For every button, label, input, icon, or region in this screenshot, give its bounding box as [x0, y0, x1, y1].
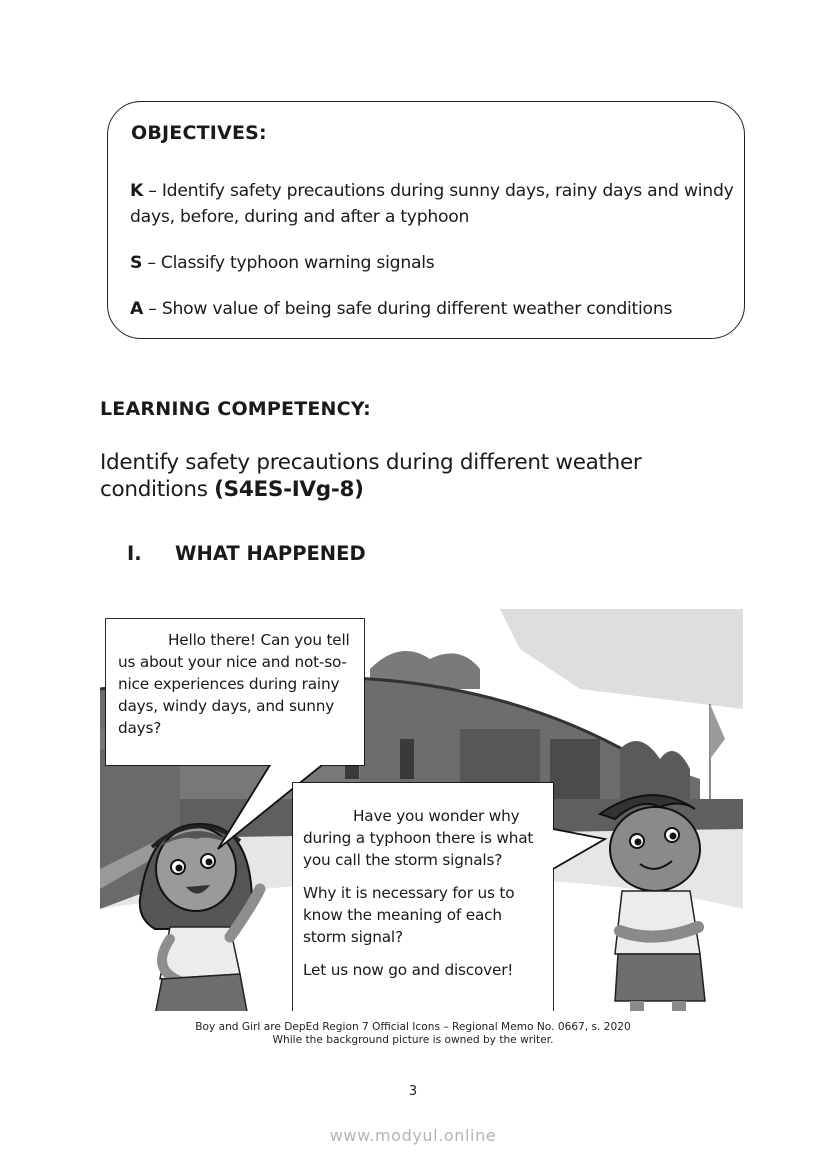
girl-speech-text: [118, 629, 354, 739]
competency-code: (S4ES-IVg-8): [214, 477, 364, 502]
illustration: [100, 609, 743, 1011]
objective-attitude: [130, 296, 735, 322]
objective-text: – Classify typhoon warning signals: [142, 253, 435, 273]
section-number: I.: [127, 542, 142, 565]
watermark: www.modyul.online: [329, 1126, 497, 1145]
objective-skill: [130, 250, 735, 276]
image-credit: Boy and Girl are DepEd Region 7 Official Icons – Regional Memo No. 0667, s. 2020: [195, 1021, 631, 1033]
learning-competency-text: [100, 449, 700, 503]
boy-speech-content: Have you wonder why during a typhoon there is what you call the storm signals?: [303, 807, 534, 869]
competency-description: Identify safety precautions during different weather conditions: [100, 450, 642, 502]
section-title: WHAT HAPPENED: [175, 542, 366, 565]
objective-text: – Identify safety precautions during sunny days, rainy days and windy days, before, during and after a typhoon: [130, 181, 734, 227]
girl-speech-content: Hello there! Can you tell us about your nice and not-so-nice experiences during rainy days, windy days, and sunny days?: [118, 631, 350, 737]
objective-key: A: [130, 299, 144, 319]
image-credit: While the background picture is owned by the writer.: [272, 1034, 554, 1046]
boy-speech-line: Let us now go and discover!: [303, 961, 514, 979]
learning-competency-title: LEARNING COMPETENCY:: [100, 398, 371, 420]
girl-speech-bubble: [106, 619, 364, 765]
objectives-box: [107, 101, 745, 339]
objective-text: – Show value of being safe during different weather conditions: [143, 299, 673, 319]
section-heading: [127, 542, 366, 565]
boy-speech-bubble: [293, 783, 553, 1011]
objective-key: K: [130, 181, 144, 201]
objective-key: S: [130, 253, 143, 273]
objectives-title: OBJECTIVES:: [131, 122, 267, 144]
boy-speech-line: [303, 805, 545, 871]
boy-speech-line: Why it is necessary for us to know the meaning of each storm signal?: [303, 884, 515, 946]
objective-knowledge: [130, 178, 735, 230]
page-number: 3: [408, 1084, 418, 1099]
